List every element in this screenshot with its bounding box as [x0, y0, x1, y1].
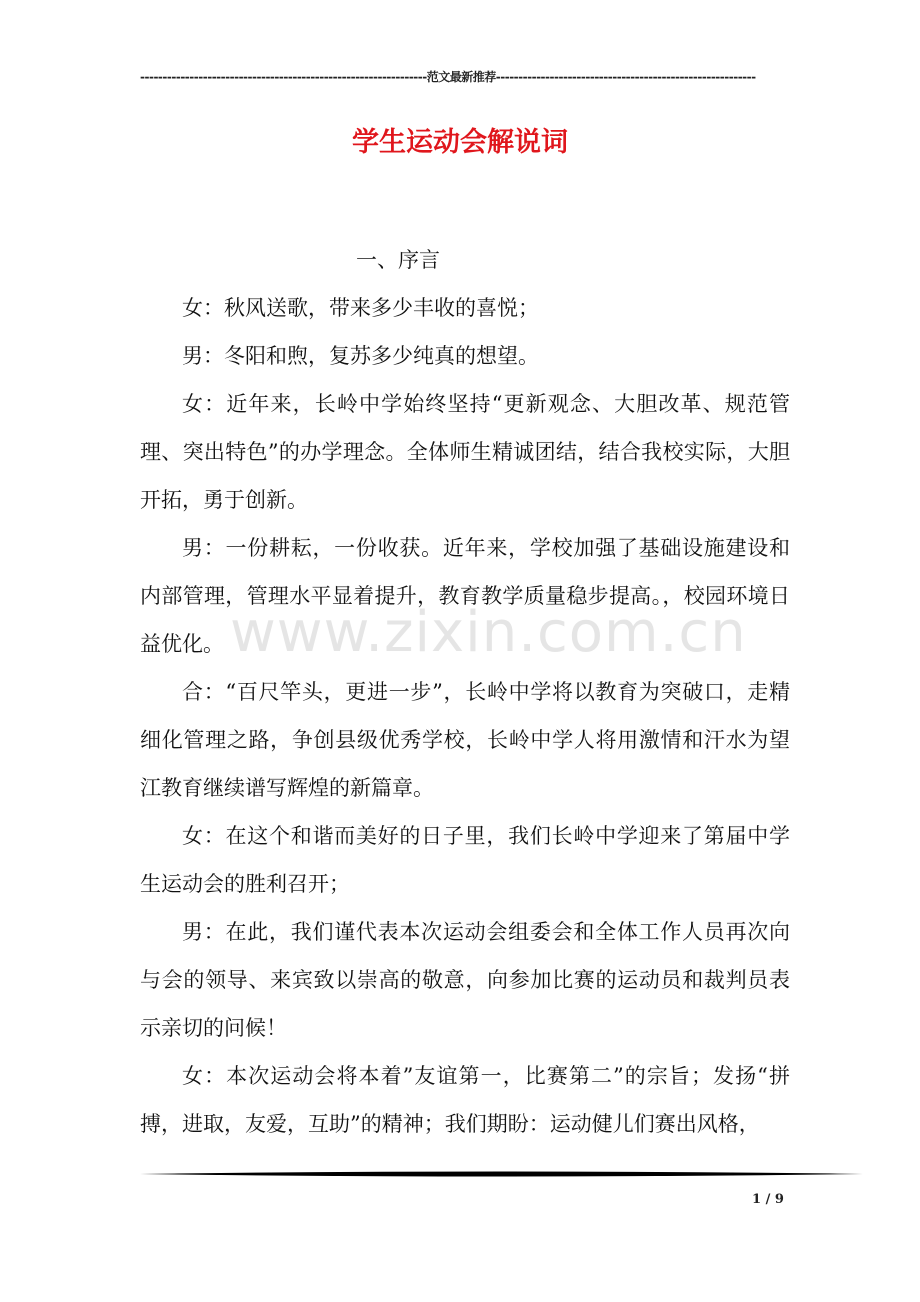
watermark: www.zixin.com.cn: [230, 600, 747, 665]
document-title: 学生运动会解说词: [352, 127, 568, 158]
page-number: 1 / 9: [752, 1192, 784, 1207]
section-heading: 一、序言: [356, 248, 440, 272]
paragraph: 男：一份耕耘，一份收获。近年来，学校加强了基础设施建设和内部管理，管理水平显着提升，教育教学质量稳步提高。，校园环境日益优化。: [140, 536, 790, 656]
header-recommendation-line: ----------------------------------------------------------------范文最新推荐----------------------------------------------------------: [140, 70, 756, 84]
paragraph: 女：在这个和谐而美好的日子里，我们长岭中学迎来了第届中学生运动会的胜利召开；: [140, 824, 790, 896]
paragraph: 男：在此，我们谨代表本次运动会组委会和全体工作人员再次向与会的领导、来宾致以崇高的敬意，向参加比赛的运动员和裁判员表示亲切的问候！: [140, 920, 790, 1040]
document-body: [140, 236, 790, 1148]
paragraph: 女：本次运动会将本着”友谊第一，比赛第二”的宗旨；发扬“拼搏，进取，友爱，互助”的精神；我们期盼：运动健儿们赛出风格，: [140, 1064, 790, 1136]
paragraph: 合：“百尺竿头，更进一步”，长岭中学将以教育为突破口，走精细化管理之路，争创县级优秀学校，长岭中学人将用激情和汗水为望江教育继续谱写辉煌的新篇章。: [140, 680, 790, 800]
paragraph: 男：冬阳和煦，复苏多少纯真的想望。: [182, 344, 539, 368]
paragraph: 女：秋风送歌，带来多少丰收的喜悦；: [182, 296, 539, 320]
footer-divider: [140, 1170, 863, 1178]
paragraph: 女：近年来，长岭中学始终坚持“更新观念、大胆改革、规范管理、突出特色”的办学理念。全体师生精诚团结，结合我校实际，大胆开拓，勇于创新。: [140, 392, 790, 512]
